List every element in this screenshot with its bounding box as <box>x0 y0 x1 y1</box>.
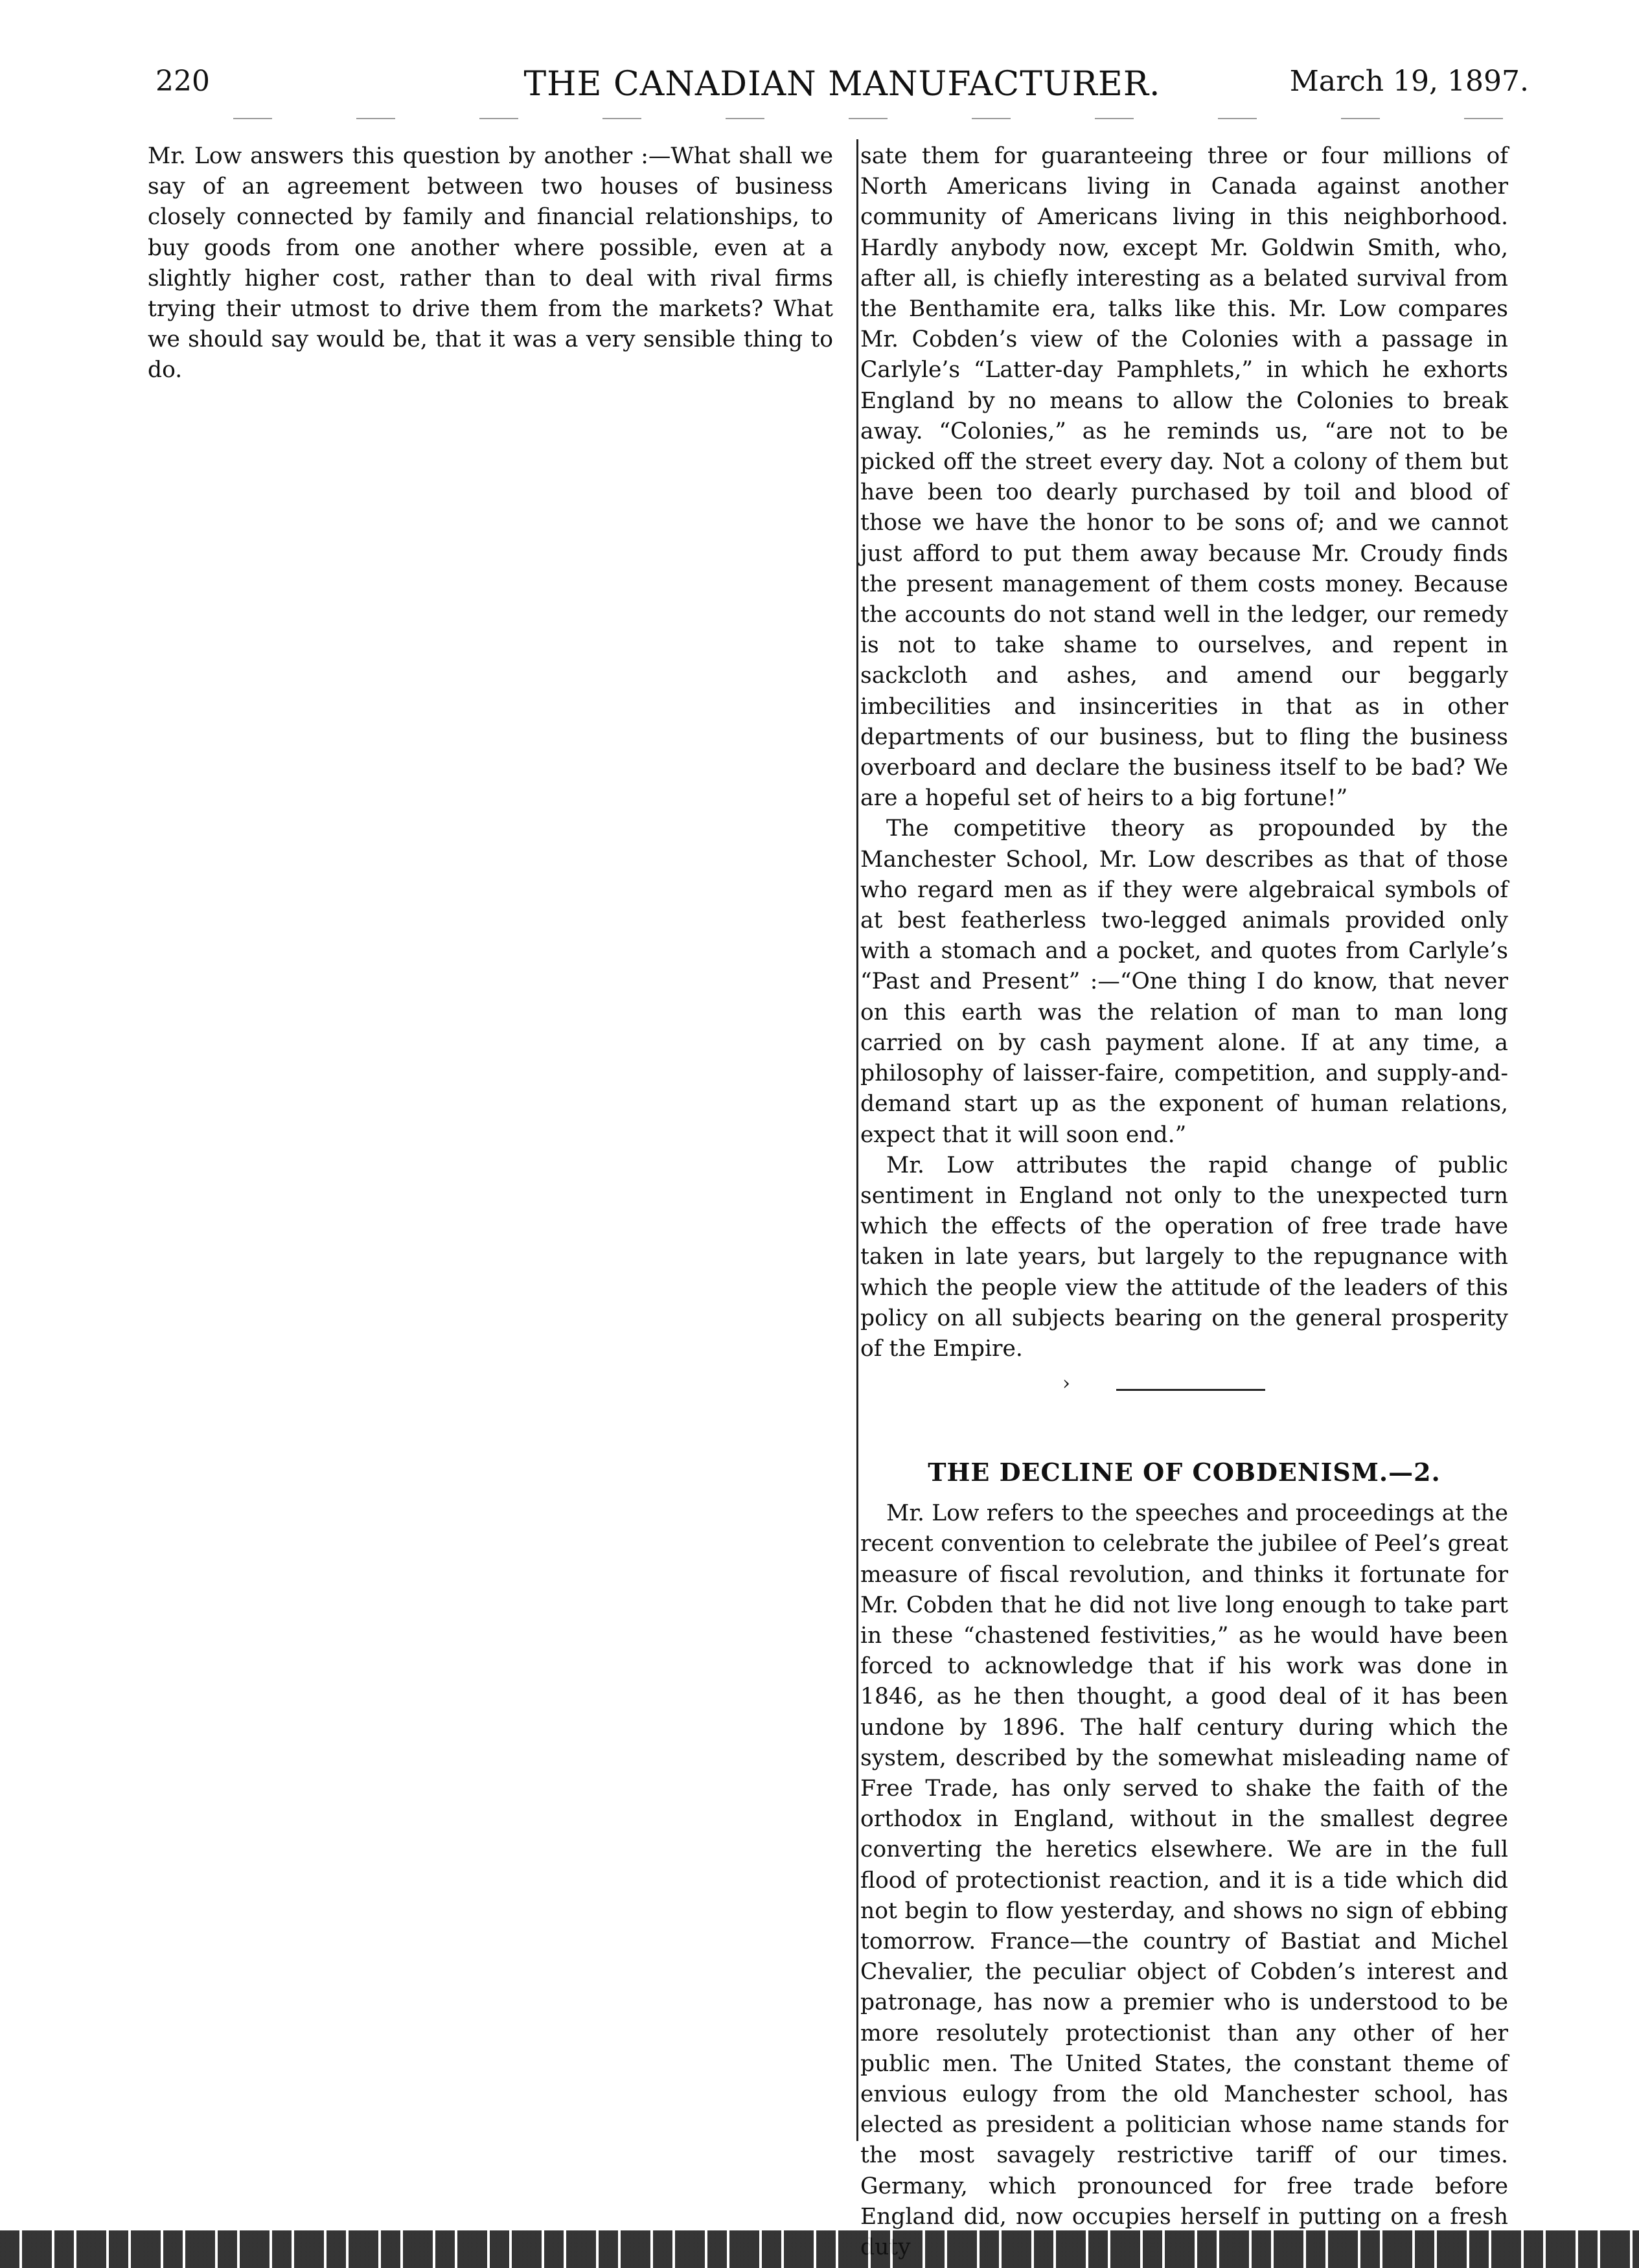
paragraph: Mr. Low refers to the speeches and proceedings at the recent convention to celebrate the jubilee of Peel’s great measure of fiscal revolution, and thinks it fortunate for Mr. Cobden that he did not live long enough to take part in these “chastened festivities,” as he would have been forced to acknowledge that if his work was done in 1846, as he then thought, a good deal of it has been undone by 1896. The half century during which the system, described by the somewhat misleading name of Free Trade, has only served to shake the faith of the orthodox in England, without in the smallest degree converting the heretics elsewhere. We are in the full flood of protectionist reaction, and it is a tide which did not begin to flow yesterday, and shows no sign of ebbing tomorrow. France—the country of Bastiat and Michel Chevalier, the peculiar object of Cobden’s interest and patronage, has now a premier who is understood to be more resolutely protectionist than any other of her public men. The United States, the constant theme of envious eulogy from the old Manchester school, has elected as president a politician whose name stands for the most savagely restrictive tariff of our times. Germany, which pronounced for free trade before England did, now occupies herself in putting on a fresh <box>860 1500 1508 2230</box>
journal-title: THE CANADIAN MANUFACTURER. <box>523 65 1161 104</box>
scan-edge <box>0 2230 1639 2268</box>
section-mark: › <box>1062 1372 1070 1395</box>
left-column <box>148 141 833 386</box>
page-number: 220 <box>155 65 210 98</box>
column-divider <box>856 139 858 2141</box>
issue-date: March 19, 1897. <box>1289 65 1529 98</box>
section-break <box>860 1364 1508 1458</box>
right-column <box>860 141 1508 2263</box>
section-rule <box>1116 1389 1265 1391</box>
paragraph: Mr. Low attributes the rapid change of public sentiment in England not only to the unexpected turn which the effects of the operation of free trade have taken in late years, but largely to the repugnance with which the people view the attitude of the leaders of this policy on all subjects bearing on the general prosperity of the Empire. <box>860 1152 1508 1362</box>
page-header <box>155 65 1529 110</box>
paragraph: Mr. Low answers this question by another :—What shall we say of an agreement between two houses of business closely connected by family and financial relationships, to buy goods from one another where possible, even at a slightly higher cost, rather than to deal with rival firms trying their utmost to drive them from the markets? What we should say would be, that it was a very sensible thing to do. <box>148 143 833 384</box>
header-rule <box>233 118 1516 119</box>
paragraph: sate them for guaranteeing three or four millions of North Americans living in Canada against another community of Americans living in this neighborhood. Hardly anybody now, except Mr. Goldwin Smith, who, after all, is chiefly interesting as a belated survival from the Benthamite era, talks like this. Mr. Low compares Mr. Cobden’s view of the Colonies with a passage in Carlyle’s “Latter-day Pamphlets,” in which he exhorts England by no means to allow the Colonies to break away. “Colonies,” as he reminds us, “are not to be picked off the street every day. Not a colony of them but have been too dearly purchased by toil and blood of those we have the honor to be sons of; and we cannot just afford to put them away because Mr. Croudy finds the present management of them costs money. Because the accounts do not stand well in the ledger, our remedy is not to take shame to ourselves, and repent in sackcloth and ashes, and amend our beggarly imbecilities and insincerities in that as in other departments of our business, but to fling the business overboard and declare the business itself to be bad? We are a hopeful set of heirs to a big fortune!” <box>860 143 1508 812</box>
article-heading: THE DECLINE OF COBDENISM.—2. <box>928 1458 1441 1487</box>
paragraph: The competitive theory as propounded by the Manchester School, Mr. Low describes as that of those who regard men as if they were algebraical symbols of at best featherless two-legged animals provided only with a stomach and a pocket, and quotes from Carlyle’s “Past and Present” :—“One thing I do know, that never on this earth was the relation of man to man long carried on by cash payment alone. If at any time, a philosophy of laisser-faire, competition, and supply-and-demand start up as the exponent of human relations, expect that it will soon end.” <box>860 816 1508 1148</box>
